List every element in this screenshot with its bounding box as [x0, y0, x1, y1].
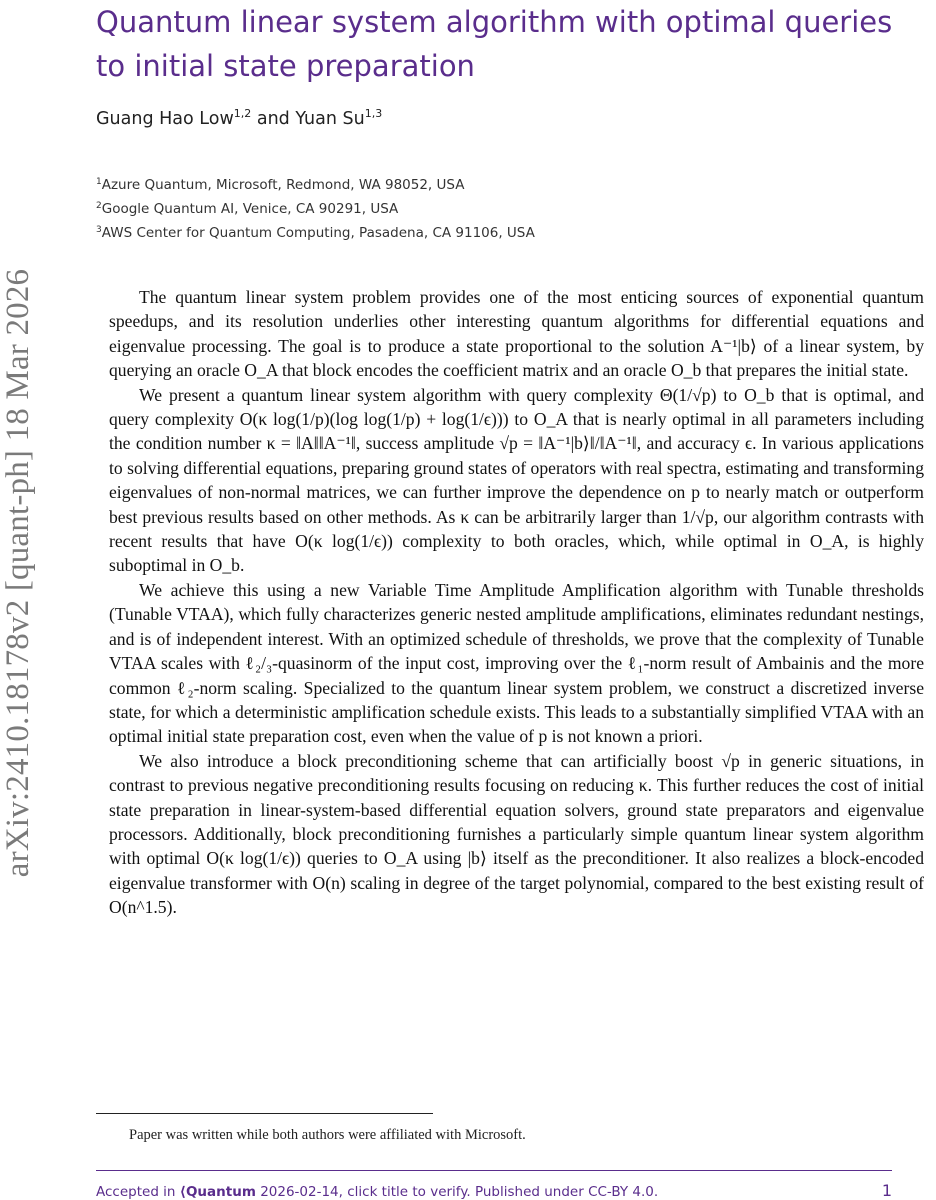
footer-text[interactable]: Accepted in ⟨Quantum 2026-02-14, click title to verify. Published under CC-BY 4.0.: [96, 1184, 659, 1200]
footnote-divider: [96, 1113, 433, 1114]
paper-title[interactable]: Quantum linear system algorithm with optimal queries to initial state preparation: [96, 5, 893, 83]
author-line: [96, 107, 382, 129]
author-su-affil: 1,3: [364, 107, 383, 120]
abstract-paragraph-3: We achieve this using a new Variable Time Amplitude Amplification algorithm with Tunable thresholds (Tunable VTAA), which fully characterizes generic nested amplitude amplifications, eliminates redundant nestings, and is of independent interest. With an optimized schedule of thresholds, we prove that the complexity of Tunable VTAA scales with ℓ₂/₃-quasinorm of the input cost, improving over the ℓ₁-norm result of Ambainis and the more common ℓ₂-norm scaling. Specialized to the quantum linear system problem, we construct a discretized inverse state, for which a deterministic amplification schedule exists. This leads to a substantially simplified VTAA with an optimal initial state preparation cost, even when the value of p is not known a priori.: [109, 579, 924, 747]
page-number: 1: [881, 1181, 892, 1200]
quantum-logo: ⟨Quantum: [179, 1184, 256, 1200]
footer-divider: [96, 1170, 892, 1171]
author-low-affil: 1,2: [233, 107, 252, 120]
abstract-paragraph-1: The quantum linear system problem provides one of the most enticing sources of exponential quantum speedups, and its resolution underlies other interesting quantum algorithms for differential equations and eigenvalue processing. The goal is to produce a state proportional to the solution A⁻¹|b⟩ of a linear system, by querying an oracle O_A that block encodes the coefficient matrix and an oracle O_b that prepares the initial state.: [109, 287, 924, 381]
affiliation-2: $^2$Google Quantum AI, Venice, CA 90291, USA: [96, 201, 399, 217]
affiliations: [96, 170, 535, 242]
arxiv-sidebar-stamp: arXiv:2410.18178v2 [quant-ph] 18 Mar 2026: [0, 268, 36, 878]
author-low: Guang Hao Low: [96, 109, 234, 129]
abstract-paragraph-2: We present a quantum linear system algorithm with query complexity Θ(1/√p) to O_b that is optimal, and query complexity O(κ log(1/p)(log log(1/p) + log(1/ϵ))) to O_A that is nearly optimal in all parameters including the condition number κ = ‖A‖‖A⁻¹‖, success amplitude √p = ‖A⁻¹|b⟩‖/‖A⁻¹‖, and accuracy ϵ. In various applications to solving differential equations, preparing ground states of operators with real spectra, estimating and transforming eigenvalues of non-normal matrices, we can further improve the dependence on p to nearly match or outperform best previous results based on other methods. As κ can be arbitrarily larger than 1/√p, our algorithm contrasts with recent results that have O(κ log(1/ϵ)) complexity to both oracles, which, while optimal in O_A, is highly suboptimal in O_b.: [109, 384, 924, 576]
affiliation-1: $^1$Azure Quantum, Microsoft, Redmond, WA 98052, USA: [96, 177, 465, 193]
journal-footer: [96, 1181, 892, 1200]
footnote: Paper was written while both authors were affiliated with Microsoft.: [129, 1127, 526, 1143]
author-su: Yuan Su: [295, 109, 365, 129]
author-and: and: [256, 109, 290, 129]
abstract-paragraph-4: We also introduce a block preconditioning scheme that can artificially boost √p in generic situations, in contrast to previous negative preconditioning results focusing on reducing κ. This further reduces the cost of initial state preparation in linear-system-based differential equation solvers, ground state preparators and eigenvalue processors. Additionally, block preconditioning furnishes a particularly simple quantum linear system algorithm with optimal O(κ log(1/ϵ)) queries to O_A using |b⟩ itself as the preconditioner. It also realizes a block-encoded eigenvalue transformer with O(n) scaling in degree of the target polynomial, compared to the best existing result of O(n^1.5).: [109, 750, 924, 918]
affiliation-3: $^3$AWS Center for Quantum Computing, Pasadena, CA 91106, USA: [96, 225, 535, 241]
abstract: [109, 285, 924, 920]
